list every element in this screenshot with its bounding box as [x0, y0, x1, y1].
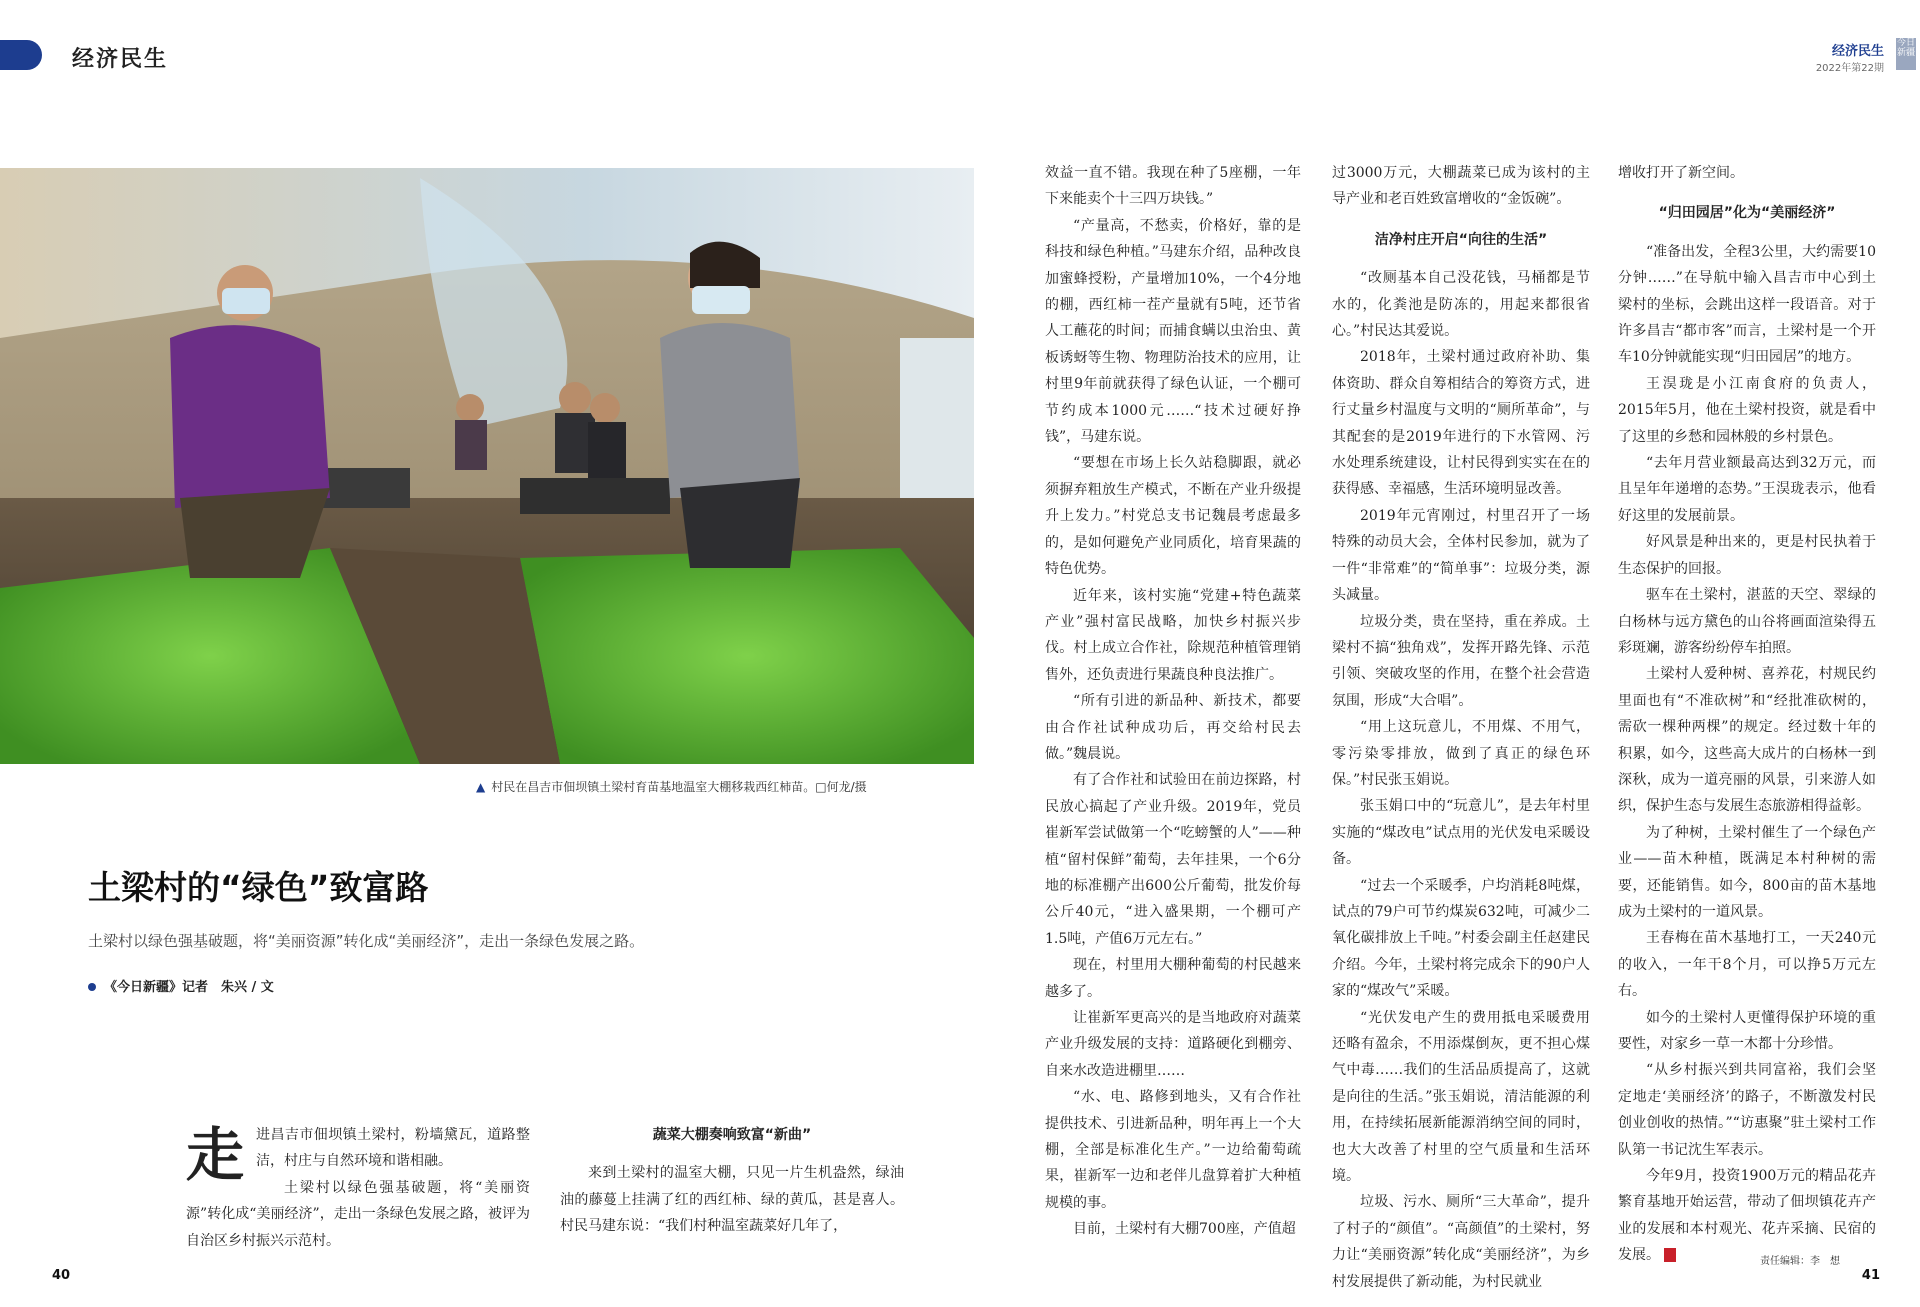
- paragraph: “用上这玩意儿，不用煤、不用气，零污染零排放，做到了真正的绿色环保。”村民张玉娟说。: [1332, 719, 1590, 788]
- final-paragraph-text: 今年9月，投资1900万元的精品花卉繁育基地开始运营，带动了佃坝镇花卉产业的发展和本村观光、花卉采摘、民宿的发展。: [1618, 1168, 1876, 1264]
- section-subheading: “归田园居”化为“美丽经济”: [1658, 205, 1836, 222]
- caption-triangle-icon: ▲: [476, 780, 486, 794]
- paragraph: “过去一个采暖季，户均消耗8吨煤，试点的79户可节约煤炭632吨，可减少二氧化碳排放上千吨。”村委会副主任赵建民介绍。今年，土梁村将完成余下的90户人家的“煤改气”采暖。: [1332, 877, 1590, 1000]
- paragraph: 王淏珑是小江南食府的负责人，2015年5月，他在土梁村投资，就是看中了这里的乡愁和园林般的乡村景色。: [1618, 375, 1876, 445]
- paragraph: 2018年，土梁村通过政府补助、集体资助、群众自筹相结合的筹资方式，进行丈量乡村温度与文明的“厕所革命”，与其配套的是2019年进行的下水管网、污水处理系统建设，让村民得到实实在在的获得感、幸福感，生活环境明显改善。: [1332, 349, 1590, 498]
- paragraph: 让崔新军更高兴的是当地政府对蔬菜产业升级发展的支持：道路硬化到棚旁、自来水改造进棚里……: [1045, 1010, 1301, 1079]
- article-column-1: [186, 1122, 530, 1254]
- paragraph: 2019年元宵刚过，村里召开了一场特殊的动员大会，全体村民参加，就为了一件“非常难”的“简单事”：垃圾分类，源头减量。: [1332, 507, 1590, 604]
- responsible-editor: 责任编辑：李 想: [1760, 1256, 1840, 1267]
- paragraph: 土梁村以绿色强基破题，将“美丽资源”转化成“美丽经济”，走出一条绿色发展之路，被评为自治区乡村振兴示范村。: [186, 1179, 530, 1249]
- paragraph: 驱车在土梁村，湛蓝的天空、翠绿的白杨林与远方黛色的山谷将画面渲染得五彩斑斓，游客纷纷停车拍照。: [1618, 587, 1876, 656]
- paragraph: 效益一直不错。我现在种了5座棚，一年下来能卖个十三四万块钱。”: [1045, 165, 1301, 208]
- drop-cap: 走: [186, 1121, 245, 1189]
- paragraph: 目前，土梁村有大棚700座，产值超: [1073, 1221, 1296, 1238]
- paragraph: 增收打开了新空间。: [1618, 165, 1744, 181]
- paragraph: 过3000万元，大棚蔬菜已成为该村的主导产业和老百姓致富增收的“金饭碗”。: [1332, 165, 1590, 208]
- section-title: 经济民生: [72, 47, 169, 72]
- paragraph: “改厕基本自己没花钱，马桶都是节水的，化粪池是防冻的，用起来都很省心。”村民达其爱说。: [1332, 270, 1590, 340]
- paragraph: 来到土梁村的温室大棚，只见一片生机盎然，绿油油的藤蔓上挂满了红的西红柿、绿的黄瓜，甚是喜人。村民马建东说：“我们村种温室蔬菜好几年了，: [560, 1165, 904, 1235]
- article-title: 土梁村的“绿色”致富路: [88, 868, 429, 907]
- paragraph: “去年月营业额最高达到32万元，而且呈年年递增的态势。”王淏珑表示，他看好这里的发展前景。: [1618, 455, 1876, 524]
- running-header: [1816, 40, 1884, 74]
- paragraph: “所有引进的新品种、新技术，都要由合作社试种成功后，再交给村民去做。”魏晨说。: [1045, 693, 1301, 762]
- paragraph: 好风景是种出来的，更是村民执着于生态保护的回报。: [1618, 534, 1876, 577]
- lead-text: 进昌吉市佃坝镇土梁村，粉墙黛瓦，道路整洁，村庄与自然环境和谐相融。: [256, 1127, 530, 1170]
- photo-caption-text: 村民在昌吉市佃坝镇土梁村育苗基地温室大棚移栽西红柿苗。□何龙/摄: [491, 780, 867, 794]
- paragraph: 张玉娟口中的“玩意儿”，是去年村里实施的“煤改电”试点用的光伏发电采暖设备。: [1332, 798, 1590, 868]
- paragraph: 有了合作社和试验田在前边探路，村民放心搞起了产业升级。2019年，党员崔新军尝试做第一个“吃螃蟹的人”——种植“留村保鲜”葡萄，去年挂果，一个6分地的标准棚产出600公斤葡萄，批发价每公斤40元，“进入盛果期，一个棚可产1.5吨，产值6万元左右。”: [1045, 772, 1301, 947]
- page-number-right: 41: [1861, 1268, 1880, 1283]
- article-byline: [88, 976, 274, 995]
- section-subheading: 洁净村庄开启“向往的生活”: [1374, 231, 1548, 248]
- paragraph: “光伏发电产生的费用抵电采暖费用还略有盈余，不用添煤倒灰，更不担心煤气中毒……我们的生活品质提高了，这就是向往的生活。”张玉娟说，清洁能源的利用，在持续拓展新能源消纳空间的同时，也大大改善了村里的空气质量和生活环境。: [1332, 1009, 1590, 1185]
- paragraph: “水、电、路修到地头，又有合作社提供技术、引进新品种，明年再上一个大棚，全部是标准化生产。”一边给葡萄疏果，崔新军一边和老伴儿盘算着扩大种植规模的事。: [1045, 1089, 1301, 1211]
- paragraph: 土梁村人爱种树、喜养花，村规民约里面也有“不准砍树”和“经批准砍树的，需砍一棵种两棵”的规定。经过数十年的积累，如今，这些高大成片的白杨林一到深秋，成为一道亮丽的风景，引来游人如织，保护生态与发展生态旅游相得益彰。: [1618, 666, 1876, 815]
- running-header-issue: 2022年第22期: [1815, 63, 1884, 74]
- article-photo: [0, 168, 974, 764]
- byline-text: 《今日新疆》记者 朱兴 / 文: [104, 980, 274, 995]
- greenhouse-photo-illustration: [0, 168, 974, 764]
- article-column-5: [1618, 160, 1876, 1269]
- photo-caption: [476, 778, 867, 795]
- paragraph: “产量高，不愁卖，价格好，靠的是科技和绿色种植。”马建东介绍，品种改良加蜜蜂授粉，产量增加10%，一个4分地的棚，西红柿一茬产量就有5吨，还节省人工蘸花的时间；而捕食螨以虫治虫、黄板诱蚜等生物、物理防治技术的应用，让村里9年前就获得了绿色认证，一个棚可节约成本1000元……“技术过硬好挣钱”，马建东说。: [1045, 217, 1301, 446]
- article-subtitle: 土梁村以绿色强基破题，将“美丽资源”转化成“美丽经济”，走出一条绿色发展之路。: [88, 932, 645, 950]
- section-tab-marker: [0, 40, 42, 70]
- paragraph: “从乡村振兴到共同富裕，我们会坚定地走‘美丽经济’的路子，不断激发村民创业创收的热情。”“访惠聚”驻土梁村工作队第一书记沈生军表示。: [1618, 1062, 1876, 1158]
- article-end-mark-icon: [1664, 1248, 1676, 1262]
- paragraph: 近年来，该村实施“党建+特色蔬菜产业”强村富民战略，加快乡村振兴步伐。村上成立合作社，除规范种植管理销售外，还负责进行果蔬良种良法推广。: [1045, 587, 1301, 683]
- page-number-left: 40: [52, 1268, 71, 1283]
- article-column-3: [1045, 160, 1301, 1243]
- paragraph: “要想在市场上长久站稳脚跟，就必须摒弃粗放生产模式，不断在产业升级提升上发力。”村党总支书记魏晨考虑最多的，是如何避免产业同质化，培育果蔬的特色优势。: [1045, 455, 1301, 578]
- paragraph: 为了种树，土梁村催生了一个绿色产业——苗木种植，既满足本村种树的需要，还能销售。如今，800亩的苗木基地成为土梁村的一道风景。: [1618, 824, 1876, 920]
- magazine-logo: 今日新疆: [1896, 38, 1916, 70]
- section-subheading: 蔬菜大棚奏响致富“新曲”: [652, 1127, 812, 1143]
- paragraph: 王春梅在苗木基地打工，一天240元的收入，一年干8个月，可以挣5万元左右。: [1618, 930, 1876, 1000]
- paragraph: 垃圾、污水、厕所“三大革命”，提升了村子的“颜值”。“高颜值”的土梁村，努力让“美丽资源”转化成“美丽经济”，为乡村发展提供了新动能，为村民就业: [1332, 1194, 1590, 1290]
- paragraph: “准备出发，全程3公里，大约需要10分钟……”在导航中输入昌吉市中心到土梁村的坐标，会跳出这样一段语音。对于许多昌吉“都市客”而言，土梁村是一个开车10分钟就能实现“归田园居”的地方。: [1618, 243, 1876, 366]
- article-column-4: [1332, 160, 1590, 1295]
- article-column-2: [560, 1122, 904, 1240]
- lead-paragraph: [186, 1121, 530, 1189]
- paragraph: 如今的土梁村人更懂得保护环境的重要性，对家乡一草一木都十分珍惜。: [1618, 1009, 1876, 1052]
- paragraph: 现在，村里用大棚种葡萄的村民越来越多了。: [1045, 957, 1301, 1000]
- byline-dot-icon: [88, 983, 96, 991]
- running-header-category: 经济民生: [1831, 44, 1884, 59]
- paragraph: 垃圾分类，贵在坚持，重在养成。土梁村不搞“独角戏”，发挥开路先锋、示范引领、突破攻坚的作用，在整个社会营造氛围，形成“大合唱”。: [1332, 613, 1590, 709]
